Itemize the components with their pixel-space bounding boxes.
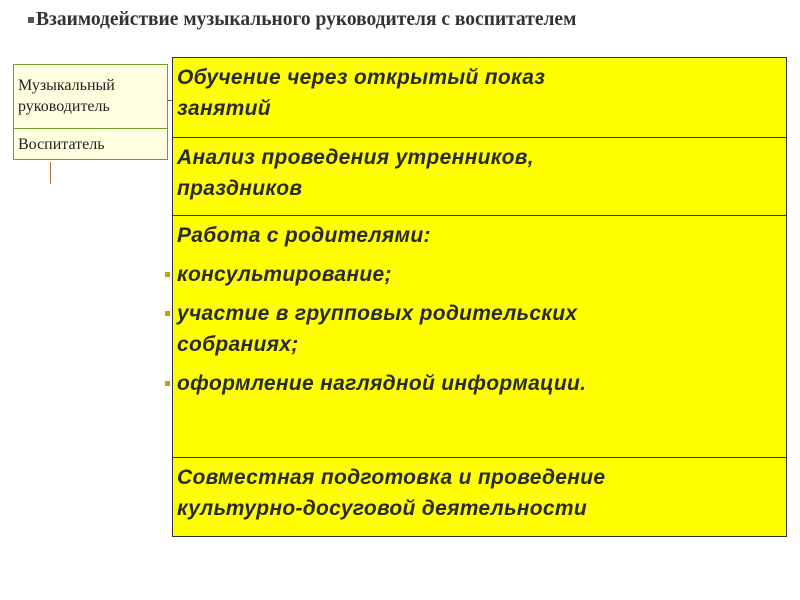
music-director-box (13, 64, 168, 129)
slide-title (28, 9, 576, 31)
activities-table (172, 57, 787, 537)
bullet-icon (165, 272, 170, 277)
list-item-text: участие в групповых родительских (177, 302, 578, 325)
list-item-visual-info (177, 368, 782, 399)
row-text-line: праздников (177, 177, 303, 200)
list-item-text: консультирование; (177, 263, 392, 286)
list-item-text: оформление наглядной информации. (177, 372, 587, 395)
teacher-box (13, 128, 168, 160)
slide-title-text: Взаимодействие музыкального руководителя с воспитателем (36, 9, 577, 30)
activity-row-joint-preparation (173, 458, 786, 536)
activity-row-open-lesson (173, 58, 786, 138)
connector-line-vertical (50, 162, 51, 184)
row-text-line: Обучение через открытый показ (177, 66, 546, 89)
music-director-line-2: руководитель (18, 98, 110, 115)
music-director-line-1: Музыкальный (18, 77, 115, 94)
list-item-meetings (177, 298, 782, 329)
row-text-line: занятий (177, 97, 271, 120)
activity-row-parents (173, 216, 786, 458)
list-item-consulting (177, 259, 782, 290)
row-text-line: культурно-досуговой деятельности (177, 497, 587, 520)
bullet-icon (165, 381, 170, 386)
row-text-line: Совместная подготовка и проведение (177, 466, 606, 489)
list-item-meetings-continued: собраниях; (177, 333, 299, 356)
title-bullet-icon (28, 17, 34, 23)
parents-heading: Работа с родителями: (177, 224, 431, 247)
bullet-icon (165, 311, 170, 316)
activity-row-matinees (173, 138, 786, 216)
teacher-label: Воспитатель (18, 136, 105, 153)
row-text-line: Анализ проведения утренников, (177, 146, 534, 169)
